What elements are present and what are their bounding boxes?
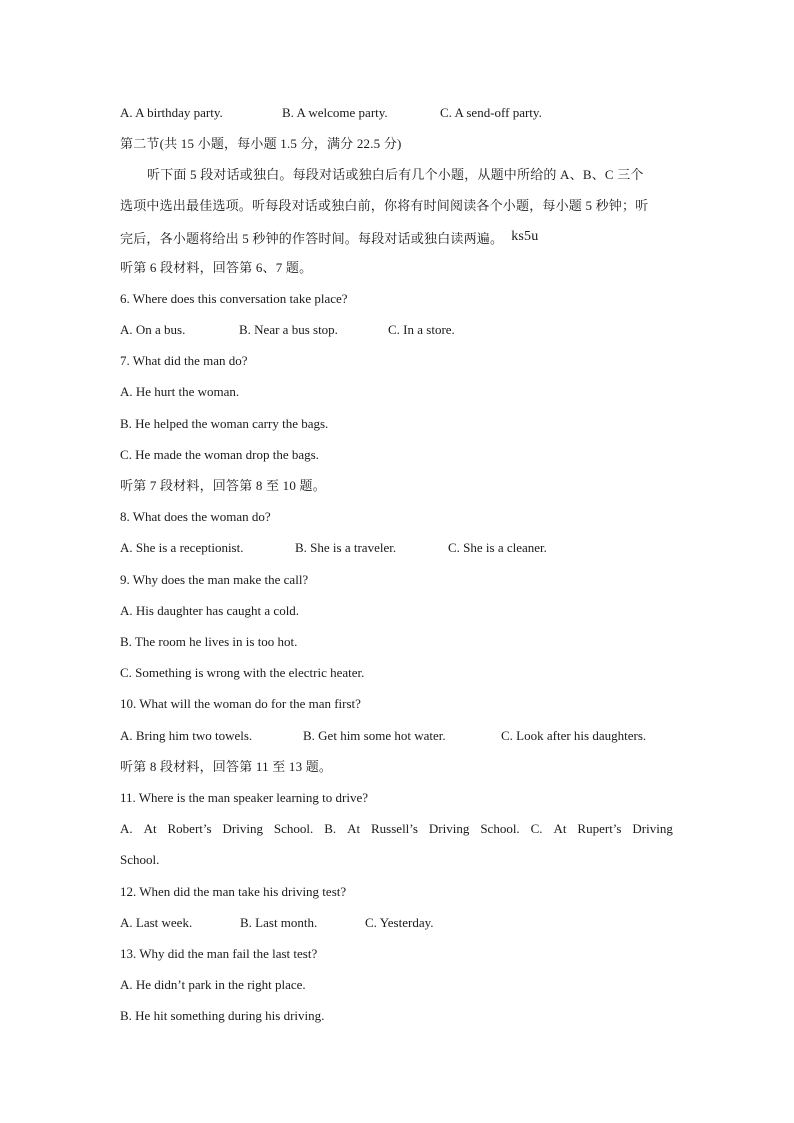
q11-word: Robert’s [167,821,212,836]
material-7-heading: 听第 7 段材料，回答第 8 至 10 题。 [120,478,326,493]
q11-stem: 11. Where is the man speaker learning to drive? [120,790,368,805]
q11-word: School. [273,821,314,836]
q12-options [120,913,676,933]
q5-options [120,103,676,123]
q11-word: C. [530,821,543,836]
q7-stem: 7. What did the man do? [120,353,248,368]
q9-option-a: A. His daughter has caught a cold. [120,603,300,618]
q8-stem: 8. What does the woman do? [120,509,271,524]
option-c: C. She is a cleaner. [448,540,547,555]
q11-word: B. [324,821,337,836]
option-b: B. Get him some hot water. [303,728,446,743]
q11-options-line [120,819,673,839]
q9-option-c: C. Something is wrong with the electric heater. [120,665,365,680]
option-a: A. On a bus. [120,322,186,337]
option-a: A. Last week. [120,915,193,930]
q11-word: A. [120,821,133,836]
q11-word: School. [480,821,520,836]
option-c: C. Yesterday. [365,915,434,930]
option-c: C. In a store. [388,322,455,337]
option-b: B. She is a traveler. [295,540,397,555]
q11-word: At [553,821,567,836]
option-c: C. Look after his daughters. [501,728,647,743]
q11-word: Driving [632,821,673,836]
watermark: ks5u [511,229,539,244]
q10-options [120,726,676,746]
option-c: C. A send-off party. [440,105,542,120]
option-a: A. Bring him two towels. [120,728,253,743]
q13-stem: 13. Why did the man fail the last test? [120,946,318,961]
q11-word: At [143,821,157,836]
q8-options [120,538,676,558]
q10-stem: 10. What will the woman do for the man first? [120,696,361,711]
q6-stem: 6. Where does this conversation take place? [120,291,348,306]
material-8-heading: 听第 8 段材料，回答第 11 至 13 题。 [120,759,333,774]
q7-option-a: A. He hurt the woman. [120,384,240,399]
q11-word: Rupert’s [577,821,622,836]
instructions-line-2: 选项中选出最佳选项。听每段对话或独白前，你将有时间阅读各个小题，每小题 5 秒钟；听 [120,198,649,213]
option-b: B. A welcome party. [282,105,388,120]
instructions-line-3 [120,227,676,247]
q11-word: Driving [428,821,470,836]
q13-option-b: B. He hit something during his driving. [120,1008,325,1023]
q13-option-a: A. He didn’t park in the right place. [120,977,306,992]
option-b: B. Last month. [240,915,318,930]
q11-word: At [347,821,361,836]
instructions-line-3-text: 完后，各小题将给出 5 秒钟的作答时间。每段对话或独白读两遍。 [120,231,504,246]
q11-word: Driving [222,821,263,836]
q9-option-b: B. The room he lives in is too hot. [120,634,298,649]
option-b: B. Near a bus stop. [239,322,338,337]
option-a: A. She is a receptionist. [120,540,244,555]
q7-option-b: B. He helped the woman carry the bags. [120,416,329,431]
instructions-line-1: 听下面 5 段对话或独白。每段对话或独白后有几个小题，从题中所给的 A、B、C 三个 [147,167,644,182]
material-6-heading: 听第 6 段材料，回答第 6、7 题。 [120,260,313,275]
q9-stem: 9. Why does the man make the call? [120,572,309,587]
option-a: A. A birthday party. [120,105,223,120]
section-heading: 第二节(共 15 小题，每小题 1.5 分，满分 22.5 分) [120,136,402,151]
q11-word: Russell’s [371,821,418,836]
q12-stem: 12. When did the man take his driving test? [120,884,347,899]
q7-option-c: C. He made the woman drop the bags. [120,447,319,462]
q6-options [120,320,676,340]
q11-options-line-end: School. [120,852,160,867]
